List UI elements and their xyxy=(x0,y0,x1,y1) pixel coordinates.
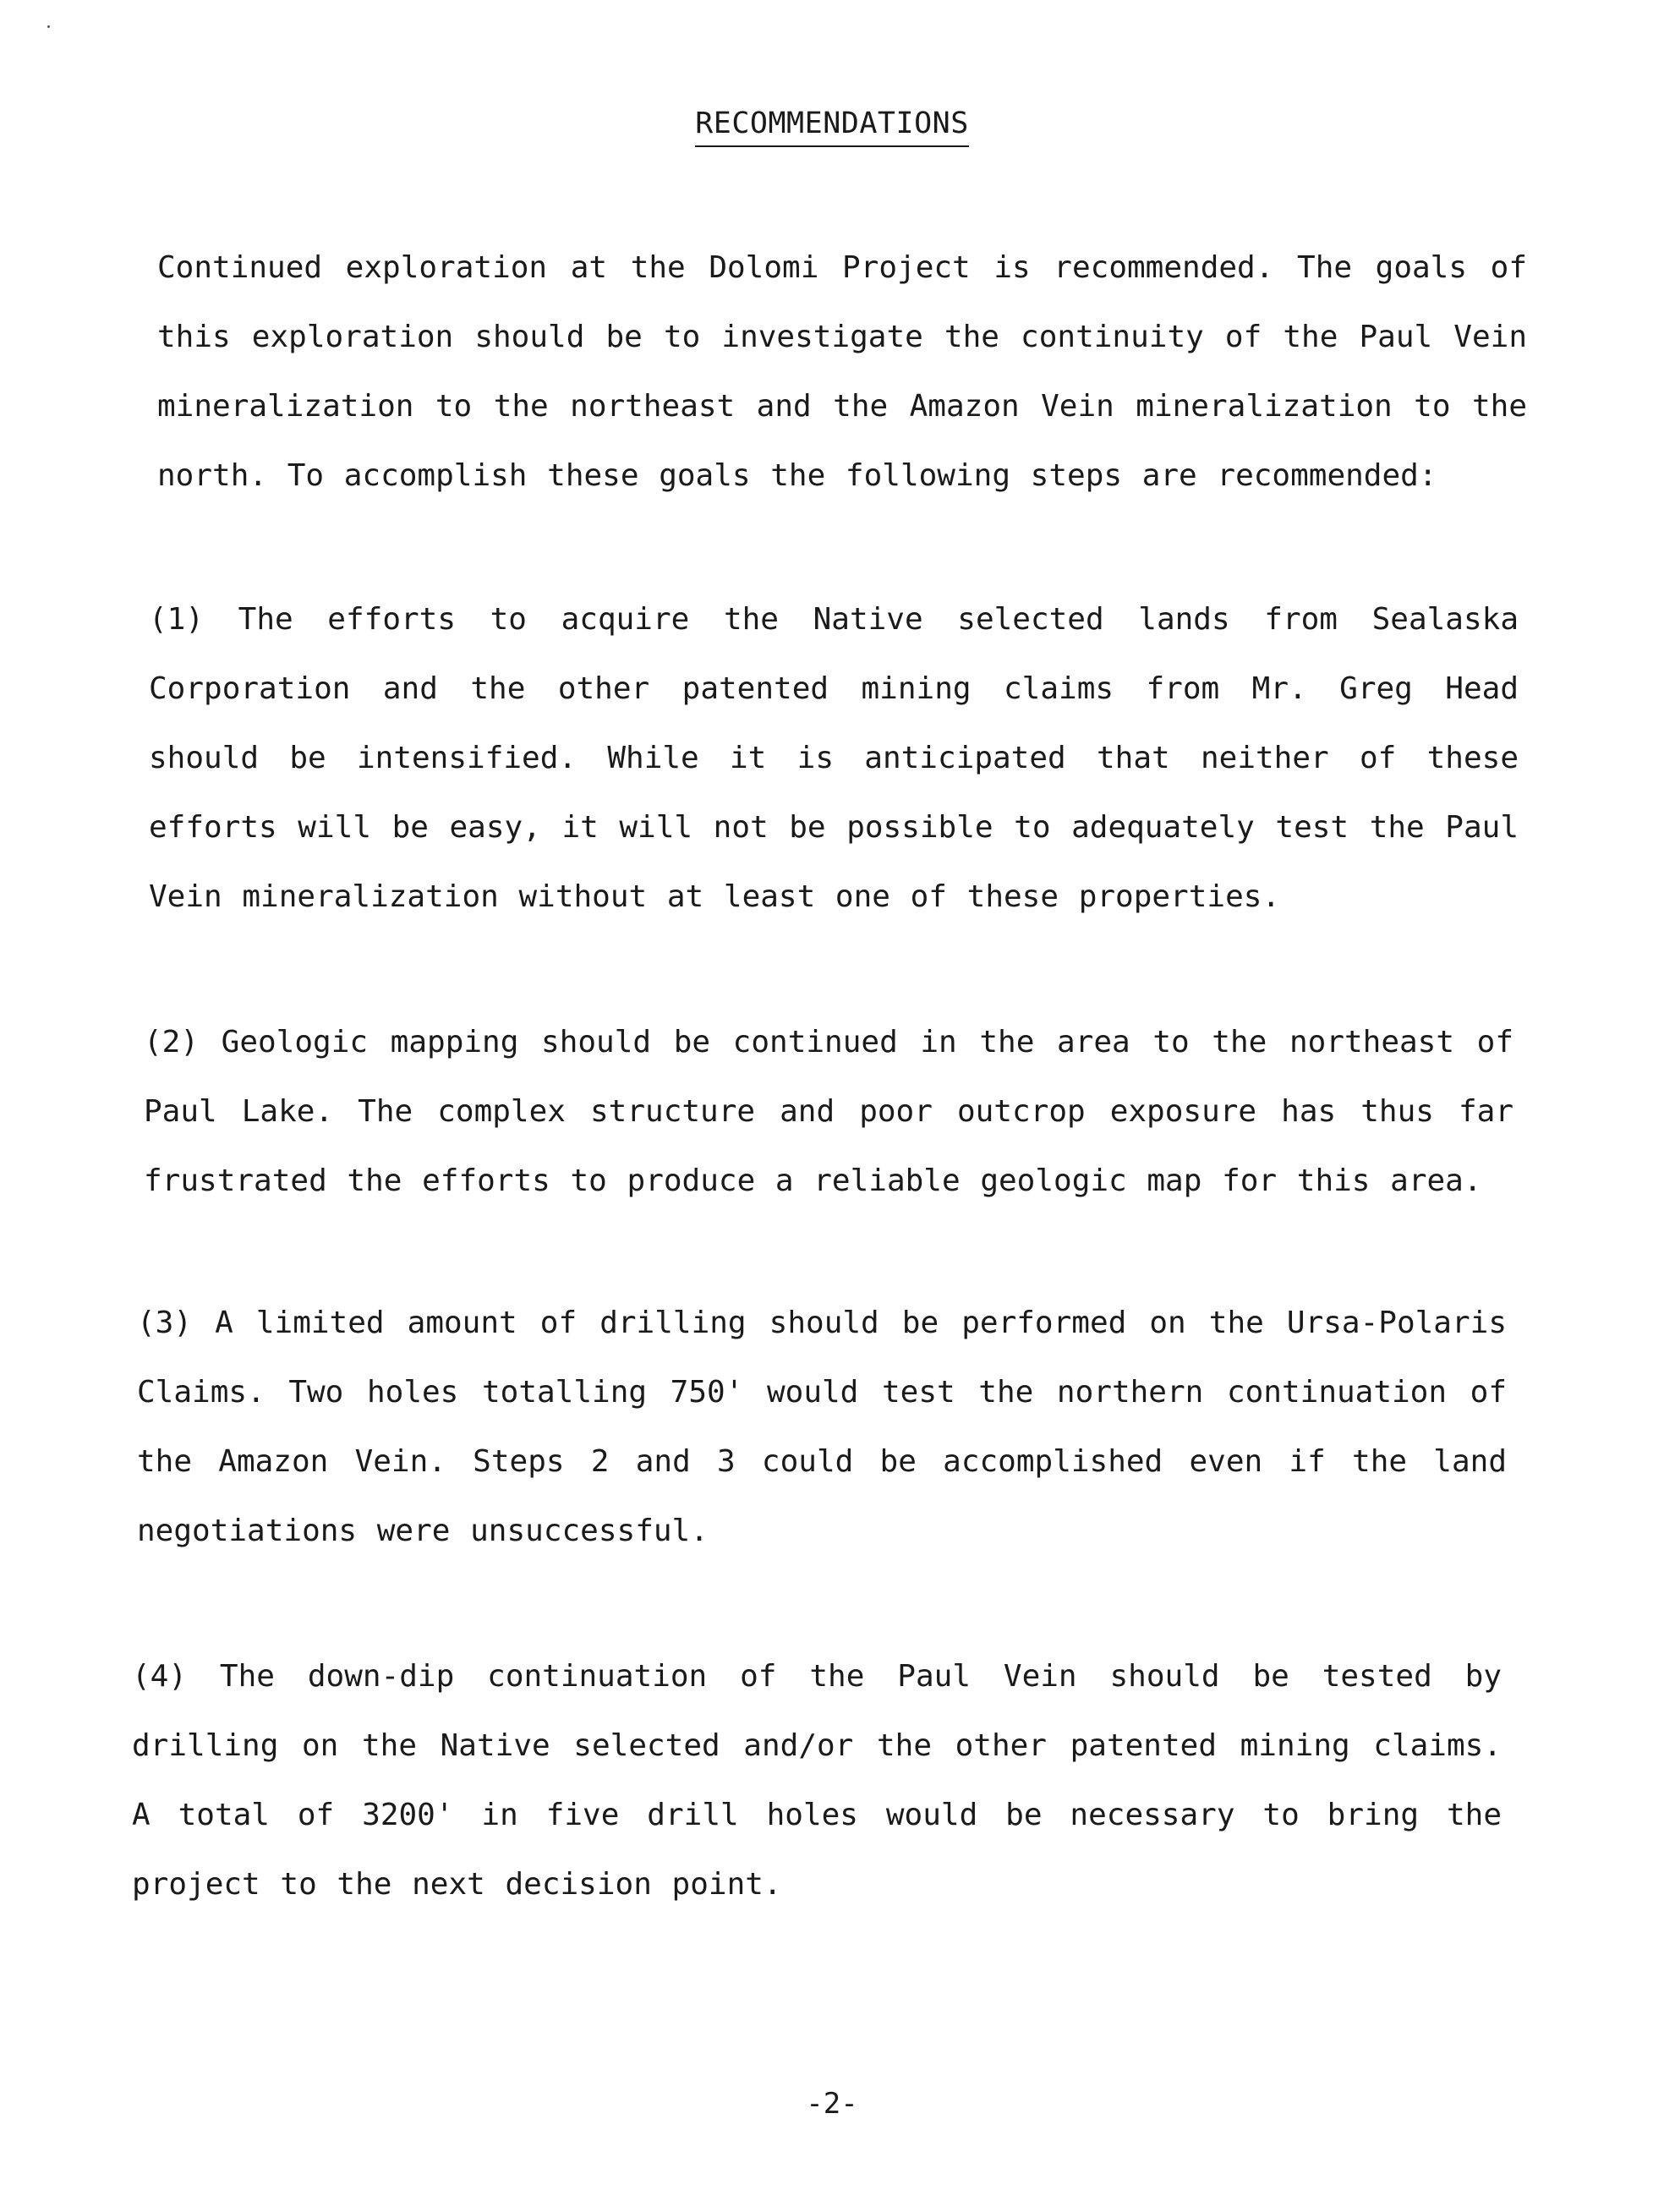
recommendation-1: (1) The efforts to acquire the Native selected lands from Sealaska Corporation and the other patented mining claims from Mr. Greg Head should be intensified. While it is anticipated that neither of these efforts will be easy, it will not be possible to adequately test the Paul Vein mineralization without at least one of these properties. xyxy=(149,602,1519,914)
page-number: -2- xyxy=(806,2087,858,2121)
recommendation-2: (2) Geologic mapping should be continued in the area to the northeast of Paul Lake. The complex structure and poor outcrop exposure has thus far frustrated the efforts to produce a reliable geologic map for this area. xyxy=(144,1025,1513,1198)
scan-speck xyxy=(47,25,50,28)
section-heading xyxy=(0,107,1664,140)
recommendation-3: (3) A limited amount of drilling should be performed on the Ursa-Polaris Claims. Two holes totalling 750' would test the northern continuation of the Amazon Vein. Steps 2 and 3 could be accomplished even if the land negotiations were unsuccessful. xyxy=(137,1306,1507,1548)
heading-text: RECOMMENDATIONS xyxy=(695,107,969,147)
intro-paragraph: Continued exploration at the Dolomi Project is recommended. The goals of this exploration should be to investigate the continuity of the Paul Vein mineralization to the northeast and the Amazon Vein mineralization to the north. To accomplish these goals the following steps are recommended: xyxy=(157,250,1527,493)
recommendation-4: (4) The down-dip continuation of the Paul Vein should be tested by drilling on the Native selected and/or the other patented mining claims. A total of 3200' in five drill holes would be necessary to bring the project to the next decision point. xyxy=(132,1659,1502,1902)
